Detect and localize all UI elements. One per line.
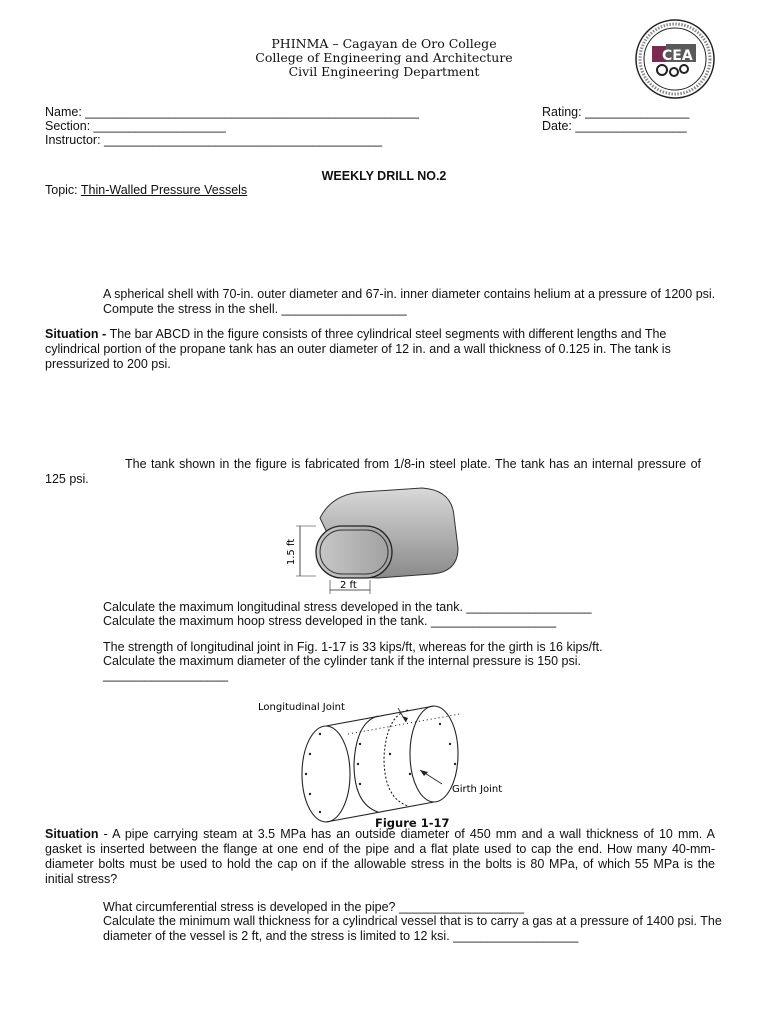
- tank-figure: [282, 486, 472, 598]
- college-name: PHINMA – Cagayan de Oro College: [271, 36, 497, 51]
- topic-line: [45, 183, 247, 197]
- logo-text: CEA: [662, 48, 693, 64]
- tank-width-label: 2 ft: [340, 580, 357, 591]
- question-longitudinal-stress: Calculate the maximum longitudinal stress developed in the tank. __________________: [103, 600, 592, 614]
- tank-height-label: 1.5 ft: [286, 538, 297, 566]
- situation-label: Situation -: [45, 327, 110, 341]
- figure-caption: Figure 1-17: [375, 816, 450, 830]
- question-wall-thickness: Calculate the minimum wall thickness for a cylindrical vessel that is to carry a gas at a pressure of 1400 psi. The diameter of the vessel is 2 ft, and the stress is limited to 12 ksi. __________________: [103, 914, 722, 943]
- college-department: College of Engineering and Architecture: [255, 50, 513, 65]
- department-name: Civil Engineering Department: [288, 64, 480, 79]
- drill-title: WEEKLY DRILL NO.2: [321, 169, 447, 183]
- figure-1-17: [250, 694, 520, 830]
- question-hoop-stress: Calculate the maximum hoop stress developed in the tank. __________________: [103, 614, 557, 628]
- date-field: Date: ________________: [542, 119, 687, 133]
- cea-logo: [634, 18, 716, 100]
- situation-propane-tank: [45, 327, 723, 372]
- problem-joint-blank: __________________: [103, 668, 229, 682]
- situation-2-text: - A pipe carrying steam at 3.5 MPa has an outside diameter of 450 mm and a wall thickness of 10 mm. A gasket is inserted between the flange at one end of the pipe and a flat plate used to cap the end. How many 40-mm-diameter bolts must be used to hold the cap on if the allowable stress in the bolts is 80 MPa, of which 55 MPa is the initial stress?: [45, 827, 715, 886]
- section-field: Section: ___________________: [45, 119, 226, 133]
- question-circumferential-stress: What circumferential stress is developed in the pipe? __________________: [103, 900, 525, 914]
- girth-joint-label: Girth Joint: [452, 784, 503, 795]
- longitudinal-joint-label: Longitudinal Joint: [258, 702, 345, 713]
- rating-field: Rating: _______________: [542, 105, 690, 119]
- instructor-field: Instructor: ________________________________________: [45, 133, 383, 147]
- problem-steel-tank: The tank shown in the figure is fabricated from 1/8-in steel plate. The tank has an internal pressure of 125 psi.: [45, 457, 701, 486]
- name-field: Name: ________________________________________________: [45, 105, 419, 119]
- topic-value: Thin-Walled Pressure Vessels: [80, 183, 248, 197]
- problem-joint-strength: The strength of longitudinal joint in Fig. 1-17 is 33 kips/ft, whereas for the girth is 16 kips/ft.: [103, 640, 603, 654]
- situation-text: The bar ABCD in the figure consists of three cylindrical steel segments with different lengths and The cylindrical portion of the propane tank has an outer diameter of 12 in. and a wall thickness of 0.125 in. The tank is pressurized to 200 psi.: [45, 327, 671, 371]
- situation-2-label: Situation: [45, 827, 99, 841]
- topic-label: Topic:: [45, 183, 81, 197]
- problem-spherical-shell: A spherical shell with 70-in. outer diameter and 67-in. inner diameter contains helium at a pressure of 1200 psi. Compute the stress in the shell. __________________: [103, 287, 716, 316]
- situation-steam-pipe: [45, 827, 715, 887]
- problem-joint-question: Calculate the maximum diameter of the cylinder tank if the internal pressure is 150 psi.: [103, 654, 582, 668]
